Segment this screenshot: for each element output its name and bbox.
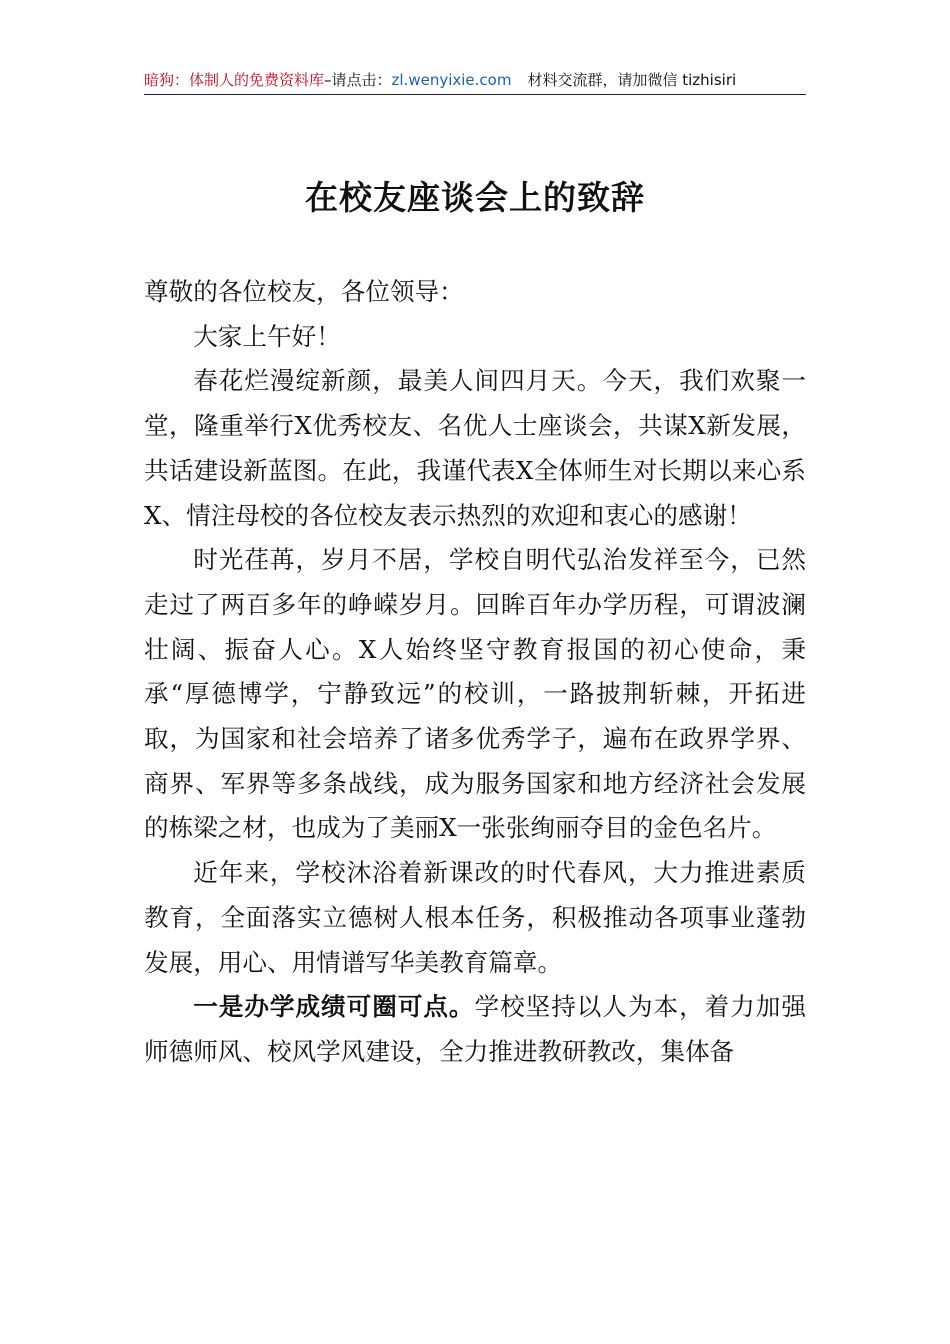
promo-click-prompt: –请点击：: [324, 71, 392, 89]
paragraph-opening: 春花烂漫绽新颜，最美人间四月天。今天，我们欢聚一堂，隆重举行X优秀校友、名优人士座谈会，共谋X新发展，共话建设新蓝图。在此，我谨代表X全体师生对长期以来心系X、情注母校的各位校友表示热烈的欢迎和衷心的感谢！: [144, 366, 806, 530]
achievement-one-heading: 一是办学成绩可圈可点。: [193, 992, 475, 1022]
document-body: [144, 270, 806, 1075]
greeting: 大家上午好！: [193, 321, 341, 351]
paragraph-history: 时光荏苒，岁月不居，学校自明代弘治发祥至今，已然走过了两百多年的峥嵘岁月。回眸百年办学历程，可谓波澜壮阔、振奋人心。X人始终坚守教育报国的初心使命，秉承“厚德博学，宁静致远”的校训，一路披荆斩棘，开拓进取，为国家和社会培养了诸多优秀学子，遍布在政界学界、商界、军界等多条战线，成为服务国家和地方经济社会发展的栋梁之材，也成为了美丽X一张张绚丽夺目的金色名片。: [144, 545, 806, 843]
promo-header: [144, 66, 806, 95]
achievement-one-text: 学校坚持以人为本，着力加强师德师风、校风学风建设，全力推进教研教改，集体备: [144, 992, 806, 1066]
document-title: 在校友座谈会上的致辞: [305, 178, 645, 217]
paragraph-achievement-one: [144, 985, 806, 1074]
promo-url-link[interactable]: zl.wenyixie.com: [391, 71, 512, 89]
salutation: 尊敬的各位校友，各位领导：: [144, 277, 464, 306]
promo-site-name: 暗狗：体制人的免费资料库: [144, 71, 325, 89]
promo-wechat-note: 材料交流群，请加微信 tizhisiri: [527, 71, 737, 89]
paragraph-recent-years: 近年来，学校沐浴着新课改的时代春风，大力推进素质教育，全面落实立德树人根本任务，积极推动各项事业蓬勃发展，用心、用情谱写华美教育篇章。: [144, 858, 806, 977]
